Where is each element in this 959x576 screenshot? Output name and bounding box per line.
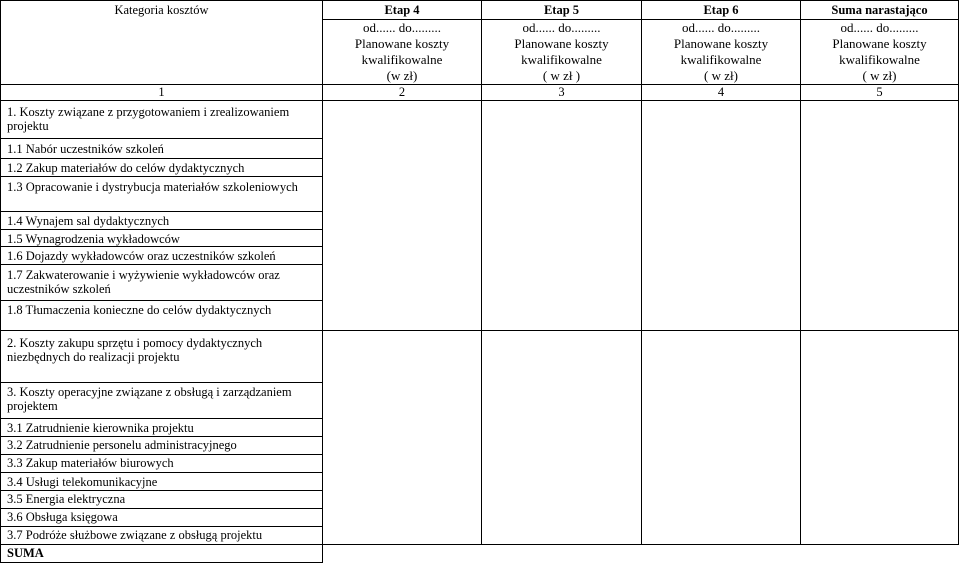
row-label: 3.3 Zakup materiałów biurowych: [1, 455, 323, 473]
header-title-row: [1, 1, 959, 20]
column-number-5: 5: [801, 85, 959, 101]
sum-row: [1, 545, 959, 563]
table-row: [1, 331, 959, 383]
row-label: 1.7 Zakwaterowanie i wyżywienie wykładowców oraz uczestników szkoleń: [1, 265, 323, 301]
stage-6-dates: od...... do.........: [682, 20, 760, 35]
stage-6-plan-line1: Planowane koszty: [673, 36, 769, 51]
cumulative-sum-detail: [801, 20, 959, 85]
row-label: 3.4 Usługi telekomunikacyjne: [1, 473, 323, 491]
cumulative-sum-title: Suma narastająco: [801, 1, 959, 20]
stage-4-plan-unit: (w zł): [386, 68, 418, 83]
stage-6-value-cell: [642, 101, 801, 331]
stage-5-dates: od...... do.........: [522, 20, 601, 35]
stage-6-detail: [642, 20, 801, 85]
column-number-row: [1, 85, 959, 101]
stage-4-value-cell: [323, 331, 482, 545]
column-number-3: 3: [482, 85, 642, 101]
cumulative-sum-plan-line1: Planowane koszty: [832, 36, 927, 51]
row-label: 1.1 Nabór uczestników szkoleń: [1, 139, 323, 159]
stage-4-title: Etap 4: [323, 1, 482, 20]
column-number-4: 4: [642, 85, 801, 101]
stage-5-plan-unit: ( w zł ): [542, 68, 581, 83]
cumulative-sum-value-cell: [801, 101, 959, 331]
stage-4-value-cell: [323, 101, 482, 331]
row-label: 3.7 Podróże służbowe związane z obsługą projektu: [1, 527, 323, 545]
row-label: 3.5 Energia elektryczna: [1, 491, 323, 509]
row-label: 1.5 Wynagrodzenia wykładowców: [1, 230, 323, 247]
table-row: [1, 101, 959, 139]
row-label: 1.4 Wynajem sal dydaktycznych: [1, 212, 323, 230]
stage-5-title: Etap 5: [482, 1, 642, 20]
row-label: 1.6 Dojazdy wykładowców oraz uczestników szkoleń: [1, 247, 323, 265]
cumulative-sum-value-cell: [801, 331, 959, 545]
stage-6-plan-line2: kwalifikowalne: [680, 52, 762, 67]
cumulative-sum-plan-unit: ( w zł): [862, 68, 897, 83]
stage-4-plan-line2: kwalifikowalne: [361, 52, 443, 67]
cumulative-sum-dates: od...... do.........: [840, 20, 919, 35]
row-label: 1.8 Tłumaczenia konieczne do celów dydaktycznych: [1, 301, 323, 331]
stage-4-detail: [323, 20, 482, 85]
column-number-2: 2: [323, 85, 482, 101]
row-label: 2. Koszty zakupu sprzętu i pomocy dydaktycznych niezbędnych do realizacji projektu: [1, 331, 323, 383]
row-label: 1. Koszty związane z przygotowaniem i zrealizowaniem projektu: [1, 101, 323, 139]
column-number-1: 1: [1, 85, 323, 101]
row-label: 1.3 Opracowanie i dystrybucja materiałów szkoleniowych: [1, 177, 323, 212]
cumulative-sum-plan-line2: kwalifikowalne: [839, 52, 920, 67]
row-label: 1.2 Zakup materiałów do celów dydaktycznych: [1, 159, 323, 177]
category-header: Kategoria kosztów: [1, 1, 323, 85]
sum-label: SUMA: [1, 545, 323, 563]
stage-5-plan-line2: kwalifikowalne: [521, 52, 602, 67]
stage-5-value-cell: [482, 101, 642, 331]
stage-6-plan-unit: ( w zł): [704, 68, 738, 83]
row-label: 3.6 Obsługa księgowa: [1, 509, 323, 527]
stage-4-dates: od...... do.........: [363, 20, 441, 35]
stage-5-value-cell: [482, 331, 642, 545]
stage-5-detail: [482, 20, 642, 85]
row-label: 3. Koszty operacyjne związane z obsługą i zarządzaniem projektem: [1, 383, 323, 419]
stage-6-value-cell: [642, 331, 801, 545]
row-label: 3.2 Zatrudnienie personelu administracyjnego: [1, 437, 323, 455]
stage-4-plan-line1: Planowane koszty: [354, 36, 450, 51]
stage-6-title: Etap 6: [642, 1, 801, 20]
row-label: 3.1 Zatrudnienie kierownika projektu: [1, 419, 323, 437]
stage-5-plan-line1: Planowane koszty: [514, 36, 609, 51]
